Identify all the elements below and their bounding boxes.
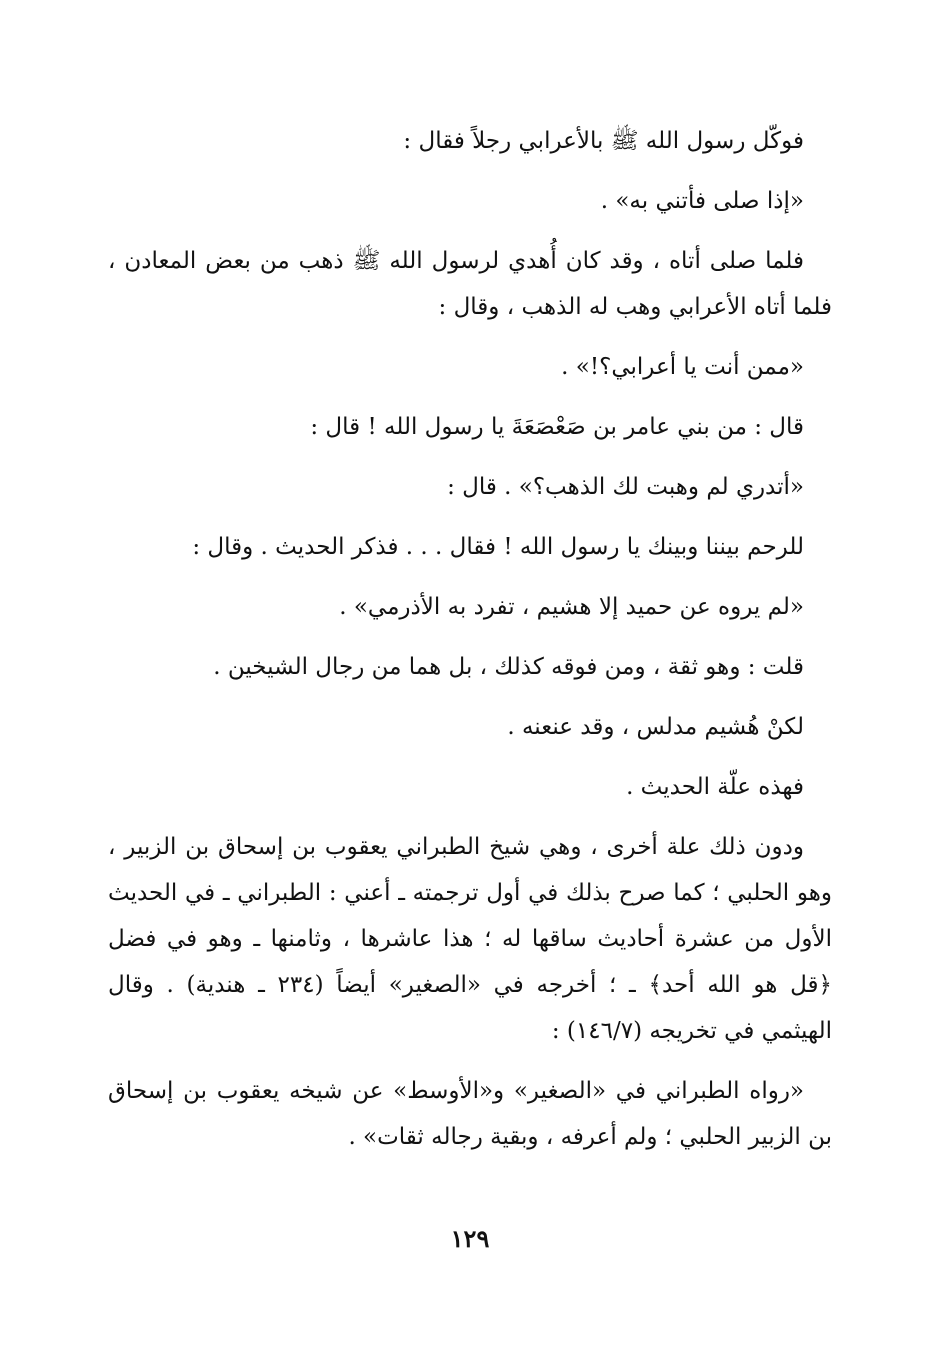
paragraph: ودون ذلك علة أخرى ، وهي شيخ الطبراني يعقوب بن إسحاق بن الزبير ، وهو الحلبي ؛ كما صرح بذلك في أول ترجمته ـ أعني : الطبراني ـ في الحديث الأول من عشرة أحاديث ساقها له ؛ هذا عاشرها ، وثامنها ـ وهو في فضل ﴿قل هو الله أحد﴾ ـ ؛ أخرجه في «الصغير» أيضاً (٢٣٤ ـ هندية) . وقال الهيثمي في تخريجه (١٤٦/٧) : — [108, 834, 832, 1044]
paragraph: قلت : وهو ثقة ، ومن فوقه كذلك ، بل هما من رجال الشيخين . — [213, 654, 804, 680]
paragraph: للرحم بيننا وبينك يا رسول الله ! فقال . . . فذكر الحديث . وقال : — [192, 534, 804, 560]
paragraph: «لم يروه عن حميد إلا هشيم ، تفرد به الأذرمي» . — [339, 594, 804, 620]
paragraph: لكنْ هُشيم مدلس ، وقد عنعنه . — [507, 714, 804, 740]
paragraph: فهذه علّة الحديث . — [626, 774, 804, 800]
paragraph: «إذا صلى فأتني به» . — [600, 188, 804, 214]
page-number: ١٢٩ — [450, 1224, 490, 1253]
paragraph: فلما صلى أتاه ، وقد كان أُهدي لرسول الله ﷺ ذهب من بعض المعادن ، فلما أتاه الأعرابي وهب له الذهب ، وقال : — [108, 248, 832, 320]
paragraph: «أتدري لم وهبت لك الذهب؟» . قال : — [447, 474, 804, 500]
paragraph: فوكّل رسول الله ﷺ بالأعرابي رجلاً فقال : — [403, 128, 804, 154]
paragraph: «رواه الطبراني في «الصغير» و«الأوسط» عن شيخه يعقوب بن إسحاق بن الزبير الحلبي ؛ ولم أعرفه ، وبقية رجاله ثقات» . — [108, 1078, 832, 1150]
body-text — [108, 118, 832, 1174]
paragraph: «ممن أنت يا أعرابي؟!» . — [561, 354, 804, 380]
paragraph: قال : من بني عامر بن صَعْصَعَةَ يا رسول الله ! قال : — [310, 414, 804, 440]
